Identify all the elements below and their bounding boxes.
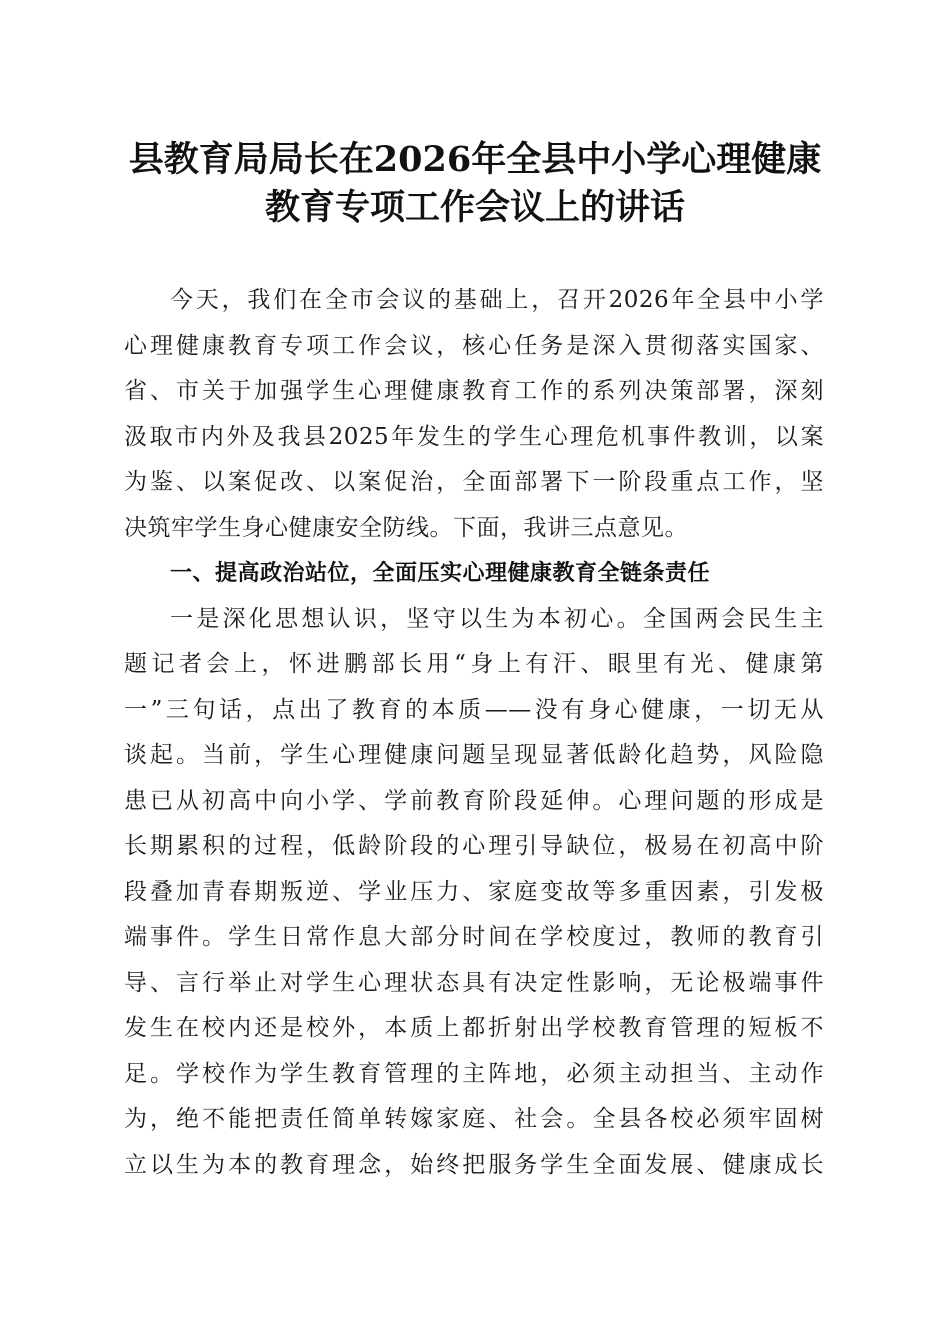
intro-line: 今天，我们在全市会议的基础上，召开2026年全县中小学 <box>170 287 824 313</box>
section-line: 为，绝不能把责任简单转嫁家庭、社会。全县各校必须牢固树 <box>124 1106 824 1132</box>
section-line: 一”三句话，点出了教育的本质——没有身心健康，一切无从 <box>124 696 824 723</box>
intro-line: 省、市关于加强学生心理健康教育工作的系列决策部署，深刻 <box>124 378 824 404</box>
section-line: 发生在校内还是校外，本质上都折射出学校教育管理的短板不 <box>124 1015 824 1041</box>
section-line: 导、言行举止对学生心理状态具有决定性影响，无论极端事件 <box>124 969 824 996</box>
document-title-line-2: 教育专项工作会议上的讲话 <box>264 187 685 228</box>
intro-line: 决筑牢学生身心健康安全防线。下面，我讲三点意见。 <box>124 514 688 541</box>
section-line: 题记者会上，怀进鹏部长用“身上有汗、眼里有光、健康第 <box>124 651 824 677</box>
section-heading: 一、提高政治站位，全面压实心理健康教育全链条责任 <box>170 561 711 586</box>
section-line: 立以生为本的教育理念，始终把服务学生全面发展、健康成长 <box>124 1151 824 1178</box>
section-line: 端事件。学生日常作息大部分时间在学校度过，教师的教育引 <box>124 924 824 950</box>
intro-line: 汲取市内外及我县2025年发生的学生心理危机事件教训，以案 <box>124 423 824 450</box>
section-line: 段叠加青春期叛逆、学业压力、家庭变故等多重因素，引发极 <box>124 878 824 905</box>
intro-line: 为鉴、以案促改、以案促治，全面部署下一阶段重点工作，坚 <box>124 469 824 495</box>
section-line: 一是深化思想认识，坚守以生为本初心。全国两会民生主 <box>170 605 824 632</box>
section-line: 谈起。当前，学生心理健康问题呈现显著低龄化趋势，风险隐 <box>124 742 824 768</box>
document-body <box>124 278 824 1188</box>
section-line: 患已从初高中向小学、学前教育阶段延伸。心理问题的形成是 <box>124 787 824 814</box>
section-line: 长期累积的过程，低龄阶段的心理引导缺位，极易在初高中阶 <box>124 833 824 859</box>
document-title-line-1: 县教育局局长在2026年全县中小学心理健康 <box>128 139 822 180</box>
section-line: 足。学校作为学生教育管理的主阵地，必须主动担当、主动作 <box>124 1060 824 1087</box>
intro-line: 心理健康教育专项工作会议，核心任务是深入贯彻落实国家、 <box>124 332 824 359</box>
